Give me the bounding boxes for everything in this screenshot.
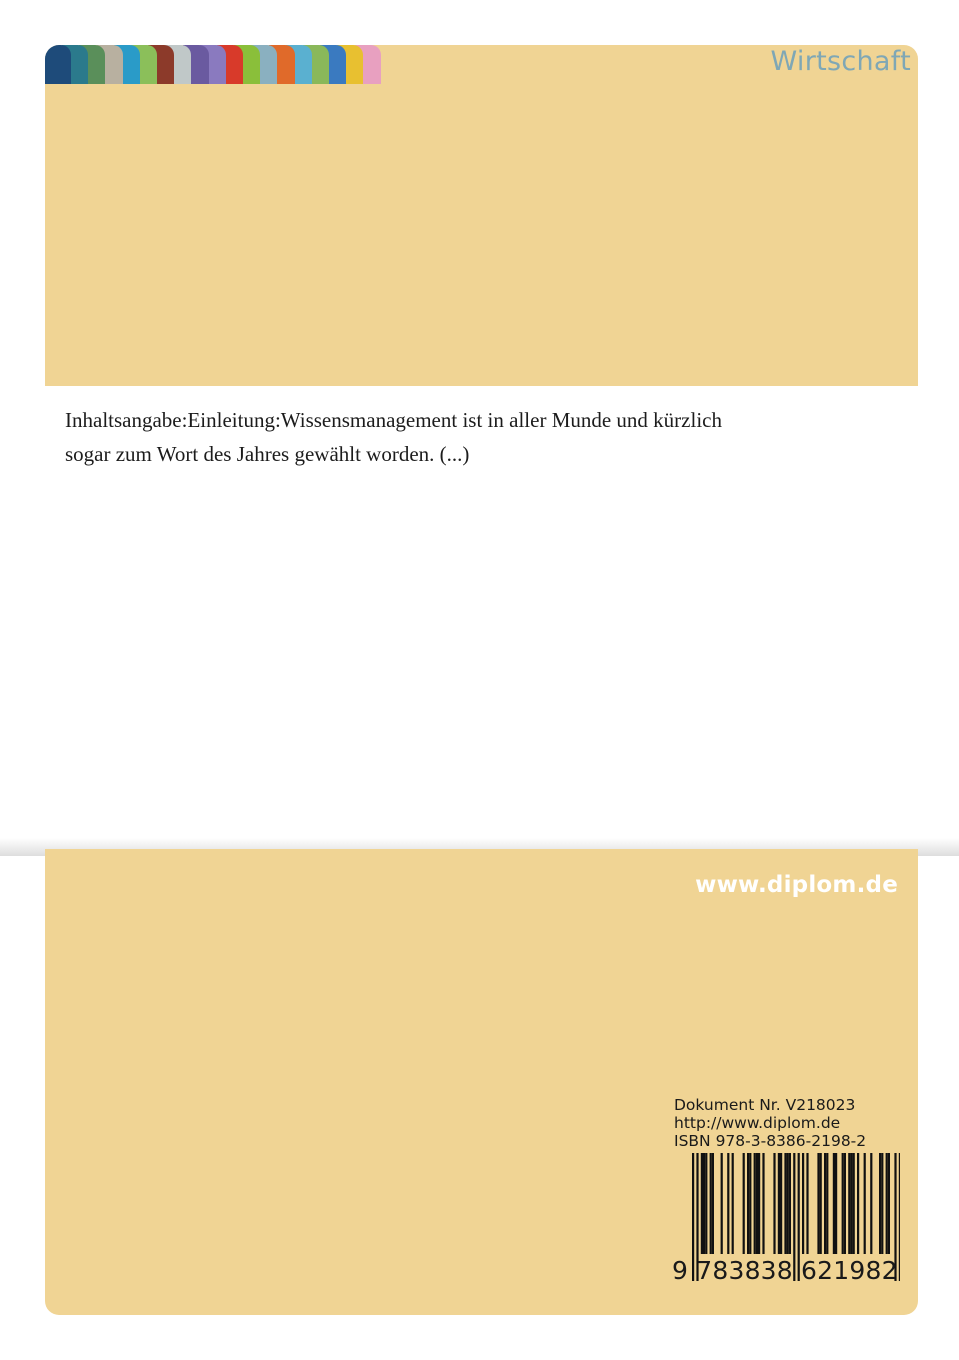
barcode-bar xyxy=(842,1153,844,1254)
barcode-bar xyxy=(857,1153,859,1254)
book-blurb xyxy=(65,403,825,471)
barcode-bar xyxy=(758,1153,760,1254)
barcode-bar xyxy=(850,1153,852,1254)
category-label: Wirtschaft xyxy=(770,46,911,77)
barcode-bar xyxy=(743,1153,745,1254)
barcode-bar xyxy=(701,1153,703,1254)
barcode-bar xyxy=(833,1153,835,1254)
barcode-bar xyxy=(756,1153,758,1254)
barcode-bar xyxy=(727,1153,729,1254)
color-tab xyxy=(45,45,71,84)
barcode-bar xyxy=(844,1153,846,1254)
barcode-bar xyxy=(806,1153,808,1254)
barcode-digits: 9 783838 621982 xyxy=(672,1256,898,1285)
barcode-bar xyxy=(710,1153,712,1254)
barcode-bar xyxy=(754,1153,756,1254)
barcode-bar xyxy=(732,1153,734,1254)
barcode-bar xyxy=(835,1153,837,1254)
blurb-line-1: Inhaltsangabe:Einleitung:Wissensmanagement ist in aller Munde und kürzlich xyxy=(65,408,722,432)
barcode-bar xyxy=(703,1153,705,1254)
barcode-bar xyxy=(870,1153,872,1254)
blurb-line-2: sogar zum Wort des Jahres gewählt worden. (...) xyxy=(65,442,470,466)
barcode-bar xyxy=(778,1153,780,1254)
document-info xyxy=(674,1096,866,1150)
barcode-bar xyxy=(762,1153,764,1254)
barcode-bar xyxy=(787,1153,789,1254)
barcode-bar xyxy=(820,1153,822,1254)
document-number: Dokument Nr. V218023 xyxy=(674,1096,856,1114)
barcode-bar xyxy=(780,1153,782,1254)
barcode-bar xyxy=(881,1153,883,1254)
barcode-bar xyxy=(789,1153,791,1254)
barcode-bar xyxy=(817,1153,819,1254)
barcode-bar xyxy=(749,1153,751,1254)
barcode-bar xyxy=(824,1153,826,1254)
barcode-bar xyxy=(848,1153,850,1254)
barcode-bar xyxy=(802,1153,804,1254)
barcode-bar xyxy=(747,1153,749,1254)
barcode-bar xyxy=(864,1153,866,1254)
barcode-bar xyxy=(879,1153,881,1254)
isbn-number: ISBN 978-3-8386-2198-2 xyxy=(674,1132,867,1150)
barcode-bar xyxy=(784,1153,786,1254)
barcode-bar xyxy=(773,1153,775,1254)
barcode-bar xyxy=(888,1153,890,1254)
barcode-bar xyxy=(853,1153,855,1254)
barcode-bar xyxy=(721,1153,723,1254)
document-url[interactable]: http://www.diplom.de xyxy=(674,1114,841,1132)
top-cover-panel xyxy=(45,45,918,386)
barcode-bar xyxy=(705,1153,707,1254)
color-tab-strip xyxy=(45,45,385,84)
barcode-bar xyxy=(826,1153,828,1254)
barcode-bar xyxy=(712,1153,714,1254)
barcode-bar xyxy=(886,1153,888,1254)
publisher-website[interactable]: www.diplom.de xyxy=(695,872,898,898)
